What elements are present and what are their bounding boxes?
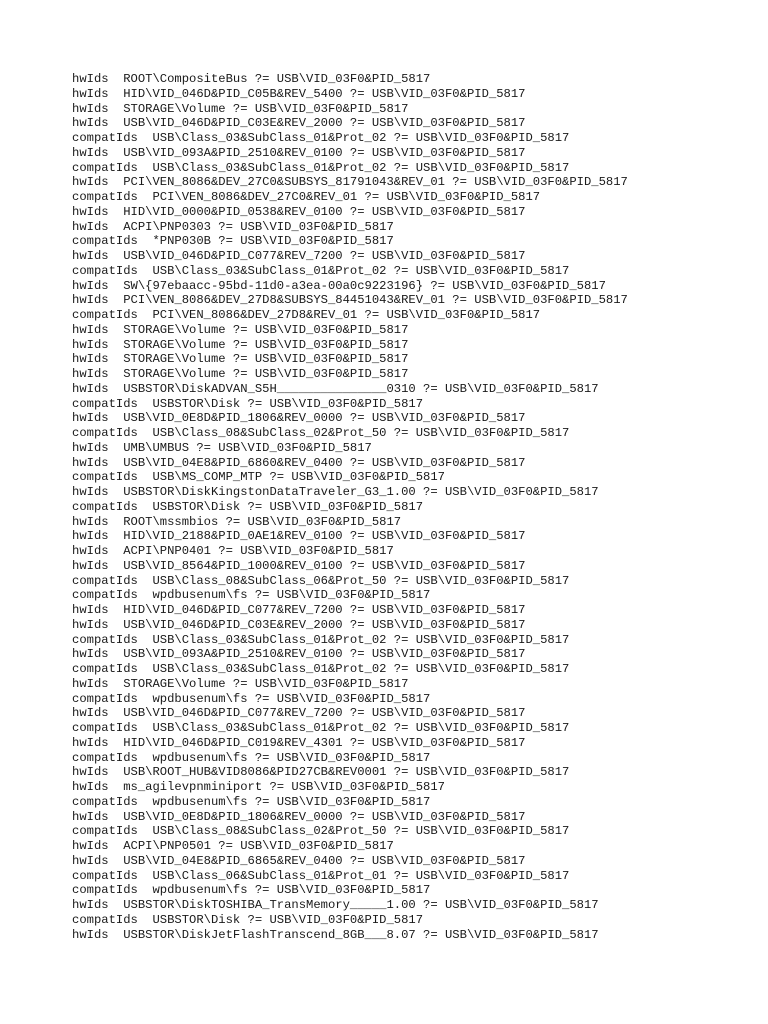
log-line: compatIds USB\Class_03&SubClass_01&Prot_02 ?= USB\VID_03F0&PID_5817: [72, 632, 570, 647]
log-line: hwIds PCI\VEN_8086&DEV_27C0&SUBSYS_81791043&REV_01 ?= USB\VID_03F0&PID_5817: [72, 175, 628, 190]
log-line: hwIds SW\{97ebaacc-95bd-11d0-a3ea-00a0c9223196} ?= USB\VID_03F0&PID_5817: [72, 278, 606, 293]
log-line: hwIds STORAGE\Volume ?= USB\VID_03F0&PID_5817: [72, 367, 409, 381]
log-line: hwIds USBSTOR\DiskADVAN_S5H_______________0310 ?= USB\VID_03F0&PID_5817: [72, 381, 599, 396]
document-body: [72, 72, 752, 942]
log-line: hwIds USB\VID_0E8D&PID_1806&REV_0000 ?= USB\VID_03F0&PID_5817: [72, 411, 526, 426]
log-line: hwIds HID\VID_0000&PID_0538&REV_0100 ?= USB\VID_03F0&PID_5817: [72, 204, 526, 219]
log-line: hwIds STORAGE\Volume ?= USB\VID_03F0&PID_5817: [72, 101, 409, 116]
log-line: hwIds ms_agilevpnminiport ?= USB\VID_03F0&PID_5817: [72, 780, 445, 794]
log-line: compatIds USB\Class_08&SubClass_06&Prot_50 ?= USB\VID_03F0&PID_5817: [72, 573, 570, 588]
log-line: compatIds wpdbusenum\fs ?= USB\VID_03F0&PID_5817: [72, 691, 431, 706]
log-line: hwIds STORAGE\Volume ?= USB\VID_03F0&PID_5817: [72, 352, 409, 367]
log-line: compatIds PCI\VEN_8086&DEV_27C0&REV_01 ?= USB\VID_03F0&PID_5817: [72, 190, 541, 204]
log-line: hwIds USB\VID_04E8&PID_6865&REV_0400 ?= USB\VID_03F0&PID_5817: [72, 853, 526, 868]
log-line: compatIds USB\Class_03&SubClass_01&Prot_02 ?= USB\VID_03F0&PID_5817: [72, 721, 570, 735]
log-line: hwIds STORAGE\Volume ?= USB\VID_03F0&PID_5817: [72, 337, 409, 352]
log-line: compatIds USB\Class_08&SubClass_02&Prot_50 ?= USB\VID_03F0&PID_5817: [72, 824, 570, 839]
log-line: hwIds HID\VID_2188&PID_0AE1&REV_0100 ?= USB\VID_03F0&PID_5817: [72, 529, 526, 544]
log-line: hwIds USB\VID_093A&PID_2510&REV_0100 ?= USB\VID_03F0&PID_5817: [72, 647, 526, 662]
log-line: hwIds USB\VID_8564&PID_1000&REV_0100 ?= USB\VID_03F0&PID_5817: [72, 558, 526, 573]
log-line: hwIds USB\VID_0E8D&PID_1806&REV_0000 ?= USB\VID_03F0&PID_5817: [72, 809, 526, 824]
log-line: hwIds ACPI\PNP0303 ?= USB\VID_03F0&PID_5817: [72, 219, 394, 234]
log-line: hwIds HID\VID_046D&PID_C019&REV_4301 ?= USB\VID_03F0&PID_5817: [72, 735, 526, 750]
log-line: compatIds wpdbusenum\fs ?= USB\VID_03F0&PID_5817: [72, 750, 431, 765]
log-line: compatIds USB\Class_03&SubClass_01&Prot_02 ?= USB\VID_03F0&PID_5817: [72, 662, 570, 676]
log-line: compatIds wpdbusenum\fs ?= USB\VID_03F0&PID_5817: [72, 588, 431, 603]
log-line: hwIds HID\VID_046D&PID_C05B&REV_5400 ?= USB\VID_03F0&PID_5817: [72, 86, 526, 101]
log-line: compatIds USB\Class_03&SubClass_01&Prot_02 ?= USB\VID_03F0&PID_5817: [72, 131, 570, 145]
log-line: hwIds USBSTOR\DiskKingstonDataTraveler_G3_1.00 ?= USB\VID_03F0&PID_5817: [72, 485, 599, 499]
log-line: hwIds HID\VID_046D&PID_C077&REV_7200 ?= USB\VID_03F0&PID_5817: [72, 603, 526, 617]
log-line: compatIds USB\Class_06&SubClass_01&Prot_01 ?= USB\VID_03F0&PID_5817: [72, 868, 570, 883]
log-line: compatIds USBSTOR\Disk ?= USB\VID_03F0&PID_5817: [72, 499, 424, 514]
log-line: compatIds USBSTOR\Disk ?= USB\VID_03F0&PID_5817: [72, 396, 424, 411]
log-line: hwIds USB\VID_046D&PID_C077&REV_7200 ?= USB\VID_03F0&PID_5817: [72, 249, 526, 263]
log-line: hwIds USB\VID_046D&PID_C03E&REV_2000 ?= USB\VID_03F0&PID_5817: [72, 116, 526, 131]
log-line: hwIds STORAGE\Volume ?= USB\VID_03F0&PID_5817: [72, 322, 409, 337]
log-line: hwIds USB\VID_046D&PID_C03E&REV_2000 ?= USB\VID_03F0&PID_5817: [72, 617, 526, 632]
log-line: hwIds ACPI\PNP0401 ?= USB\VID_03F0&PID_5817: [72, 544, 394, 558]
log-line: compatIds USBSTOR\Disk ?= USB\VID_03F0&PID_5817: [72, 912, 424, 927]
log-line: hwIds USB\VID_04E8&PID_6860&REV_0400 ?= USB\VID_03F0&PID_5817: [72, 455, 526, 470]
log-line: hwIds UMB\UMBUS ?= USB\VID_03F0&PID_5817: [72, 440, 372, 455]
log-line: hwIds USBSTOR\DiskTOSHIBA_TransMemory_____1.00 ?= USB\VID_03F0&PID_5817: [72, 898, 599, 912]
log-line: hwIds USB\ROOT_HUB&VID8086&PID27CB&REV0001 ?= USB\VID_03F0&PID_5817: [72, 765, 570, 780]
log-line: compatIds USB\Class_08&SubClass_02&Prot_50 ?= USB\VID_03F0&PID_5817: [72, 426, 570, 440]
log-line: compatIds *PNP030B ?= USB\VID_03F0&PID_5817: [72, 234, 394, 249]
log-line: hwIds STORAGE\Volume ?= USB\VID_03F0&PID_5817: [72, 676, 409, 691]
log-line: compatIds wpdbusenum\fs ?= USB\VID_03F0&PID_5817: [72, 794, 431, 809]
log-line: hwIds USB\VID_093A&PID_2510&REV_0100 ?= USB\VID_03F0&PID_5817: [72, 145, 526, 160]
log-line: hwIds ACPI\PNP0501 ?= USB\VID_03F0&PID_5817: [72, 839, 394, 853]
log-line: compatIds wpdbusenum\fs ?= USB\VID_03F0&PID_5817: [72, 883, 431, 898]
log-line: compatIds PCI\VEN_8086&DEV_27D8&REV_01 ?= USB\VID_03F0&PID_5817: [72, 308, 541, 322]
log-line: hwIds USBSTOR\DiskJetFlashTranscend_8GB___8.07 ?= USB\VID_03F0&PID_5817: [72, 927, 599, 942]
log-line: compatIds USB\Class_03&SubClass_01&Prot_02 ?= USB\VID_03F0&PID_5817: [72, 160, 570, 175]
log-line: hwIds ROOT\mssmbios ?= USB\VID_03F0&PID_5817: [72, 514, 402, 529]
log-line: hwIds PCI\VEN_8086&DEV_27D8&SUBSYS_84451043&REV_01 ?= USB\VID_03F0&PID_5817: [72, 293, 628, 308]
log-line: compatIds USB\Class_03&SubClass_01&Prot_02 ?= USB\VID_03F0&PID_5817: [72, 263, 570, 278]
log-line: hwIds ROOT\CompositeBus ?= USB\VID_03F0&PID_5817: [72, 72, 431, 86]
log-line: compatIds USB\MS_COMP_MTP ?= USB\VID_03F0&PID_5817: [72, 470, 445, 485]
log-line: hwIds USB\VID_046D&PID_C077&REV_7200 ?= USB\VID_03F0&PID_5817: [72, 706, 526, 721]
